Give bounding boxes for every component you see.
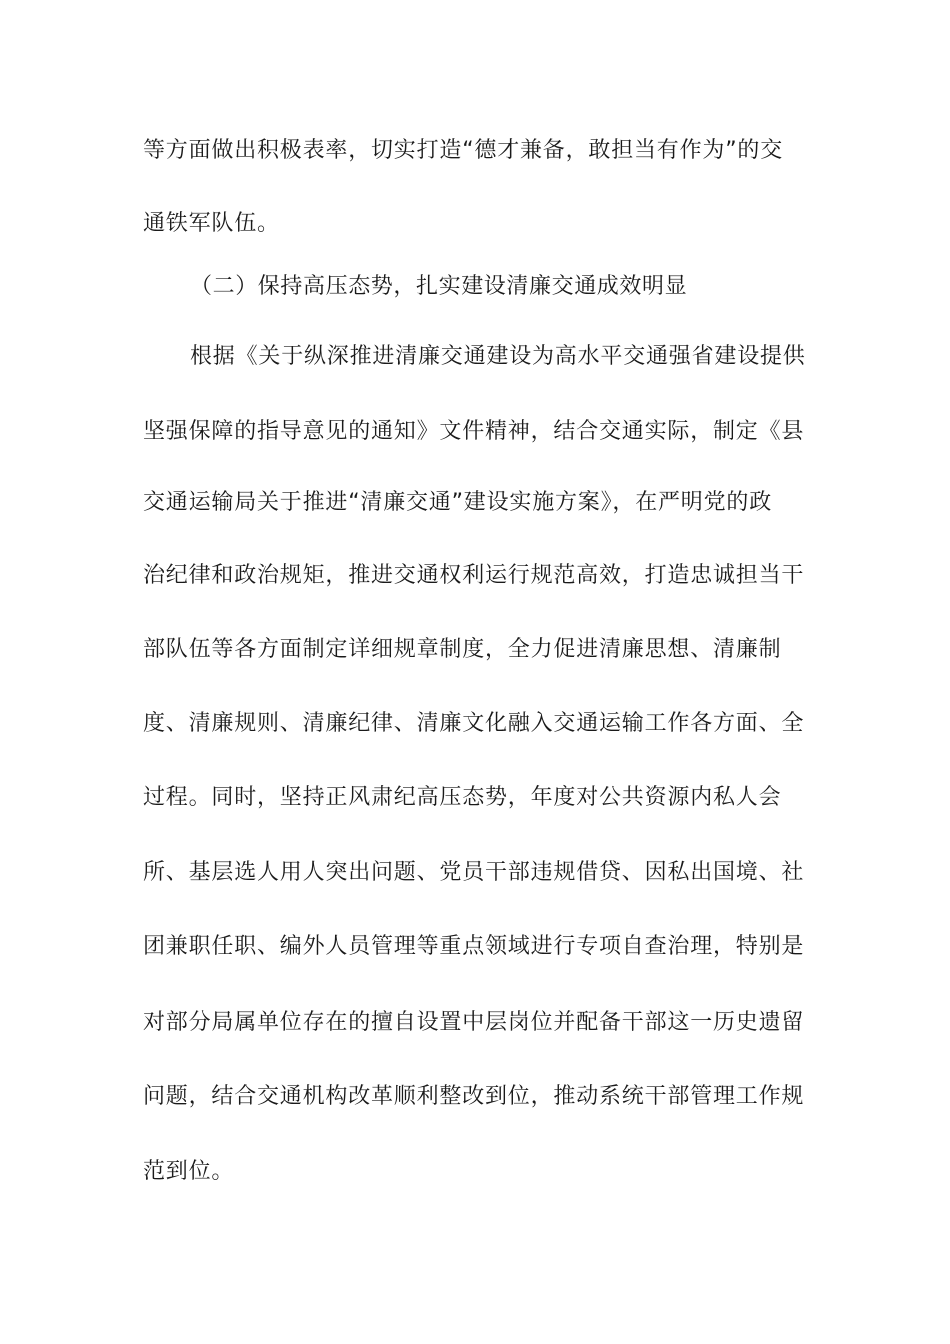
paragraph-line: 问题，结合交通机构改革顺利整改到位，推动系统干部管理工作规 xyxy=(143,1084,805,1109)
paragraph-line: 根据《关于纵深推进清廉交通建设为高水平交通强省建设提供 xyxy=(190,344,806,369)
paragraph-line: 等方面做出积极表率，切实打造“德才兼备，敢担当有作为”的交 xyxy=(143,138,783,163)
section-heading: （二）保持高压态势，扎实建设清廉交通成效明显 xyxy=(190,274,688,299)
paragraph-line: 范到位。 xyxy=(143,1159,235,1184)
paragraph-line: 对部分局属单位存在的擅自设置中层岗位并配备干部这一历史遗留 xyxy=(143,1010,805,1035)
paragraph-line: 部队伍等各方面制定详细规章制度，全力促进清廉思想、清廉制 xyxy=(143,637,782,662)
paragraph-line: 通铁军队伍。 xyxy=(143,211,280,236)
paragraph-line: 团兼职任职、编外人员管理等重点领域进行专项自查治理，特别是 xyxy=(143,934,805,959)
paragraph-line: 坚强保障的指导意见的通知》文件精神，结合交通实际，制定《县 xyxy=(143,419,805,444)
paragraph-line: 交通运输局关于推进“清廉交通”建设实施方案》，在严明党的政 xyxy=(143,490,772,515)
paragraph-line: 过程。同时，坚持正风肃纪高压态势，年度对公共资源内私人会 xyxy=(143,785,782,810)
paragraph-line: 所、基层选人用人突出问题、党员干部违规借贷、因私出国境、社 xyxy=(143,860,805,885)
paragraph-line: 治纪律和政治规矩，推进交通权利运行规范高效，打造忠诚担当干 xyxy=(143,563,805,588)
paragraph-line: 度、清廉规则、清廉纪律、清廉文化融入交通运输工作各方面、全 xyxy=(143,711,805,736)
